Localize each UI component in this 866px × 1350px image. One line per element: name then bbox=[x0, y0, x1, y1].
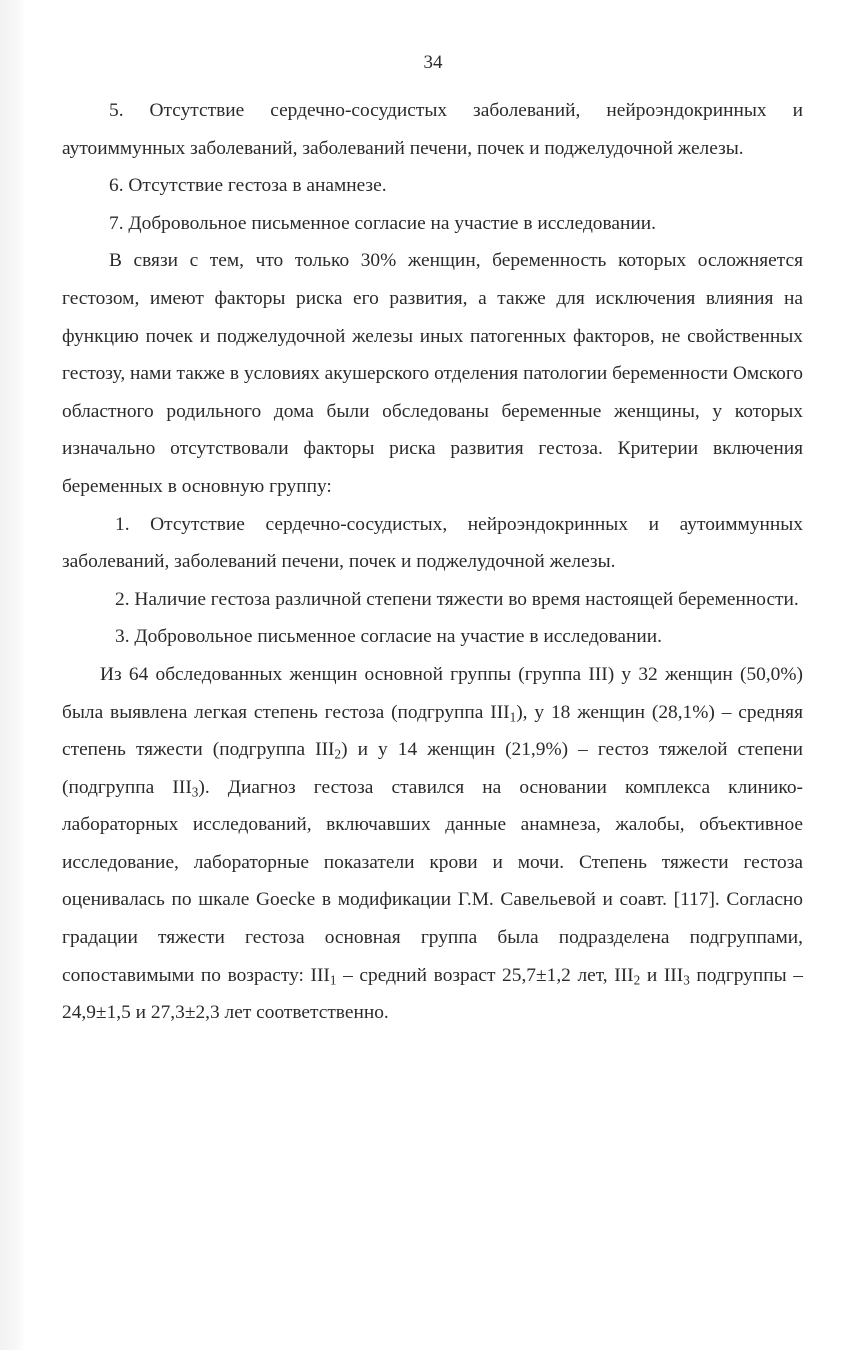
text-run: ). Диагноз гестоза ставился на основании комплекса клинико-лабораторных исследований, включавших данные анамнеза, жалобы, объективное исследование, лабораторные показатели крови и мочи. Степень тяжести гестоза оценивалась по шкале Goecke в модификации Г.М. Савельевой и соавт. [117]. Согласно градации тяжести гестоза основная группа была подразделена подгруппами, сопоставимыми по возрасту: III bbox=[62, 776, 803, 986]
paragraph-crit1 bbox=[62, 506, 803, 581]
paragraph-crit2 bbox=[62, 581, 803, 619]
subscript: 2 bbox=[633, 972, 641, 988]
paragraph-item6 bbox=[62, 167, 803, 205]
text-run: 6. Отсутствие гестоза в анамнезе. bbox=[109, 175, 387, 197]
text-run: и III bbox=[640, 964, 684, 986]
subscript: 1 bbox=[329, 972, 337, 988]
subscript: 3 bbox=[683, 972, 690, 988]
text-run: 3. Добровольное письменное согласие на участие в исследовании. bbox=[115, 626, 662, 648]
text-run: 5. Отсутствие сердечно-сосудистых заболеваний, нейроэндокринных и аутоиммунных заболеваний, заболеваний печени, почек и поджелудочной железы. bbox=[62, 100, 803, 159]
page-number: 34 bbox=[423, 52, 443, 73]
text-run: 1. Отсутствие сердечно-сосудистых, нейроэндокринных и аутоиммунных заболеваний, заболеваний печени, почек и поджелудочной железы. bbox=[62, 513, 803, 573]
text-run: подгруппы – 24,9±1,5 и 27,3±2,3 лет соответственно. bbox=[62, 964, 803, 1024]
text-run: 7. Добровольное письменное согласие на участие в исследовании. bbox=[109, 212, 656, 234]
paragraph-group-description bbox=[62, 656, 803, 1032]
text-run: В связи с тем, что только 30% женщин, беременность которых осложняется гестозом, имеют факторы риска его развития, а также для исключения влияния на функцию почек и поджелудочной железы иных патогенных факторов, не свойственных гестозу, нами также в условиях акушерского отделения патологии беременности Омского областного родильного дома были обследованы беременные женщины, у которых изначально отсутствовали факторы риска развития гестоза. Критерии включения беременных в основную группу: bbox=[62, 250, 803, 497]
text-run: 2. Наличие гестоза различной степени тяжести во время настоящей беременности. bbox=[115, 588, 799, 610]
subscript: 3 bbox=[191, 784, 199, 800]
text-run: – средний возраст 25,7±1,2 лет, III bbox=[336, 964, 634, 986]
text-run: Из 64 обследованных женщин основной группы (группа III) у 32 женщин (50,0%) была выявлена легкая степень гестоза (подгруппа III bbox=[62, 663, 803, 723]
paragraph-item5 bbox=[62, 92, 803, 167]
page-body bbox=[62, 92, 803, 1032]
subscript: 1 bbox=[509, 709, 517, 725]
paragraph-item7 bbox=[62, 205, 803, 243]
subscript: 2 bbox=[334, 746, 342, 762]
text-run: ) и у 14 женщин (21,9%) – гестоз тяжелой степени (подгруппа III bbox=[62, 739, 803, 798]
scan-edge-shadow bbox=[0, 0, 26, 1350]
paragraph-risk-factors bbox=[62, 242, 803, 505]
paragraph-crit3 bbox=[62, 618, 803, 656]
text-run: ), у 18 женщин (28,1%) – средняя степень тяжести (подгруппа III bbox=[62, 701, 804, 761]
